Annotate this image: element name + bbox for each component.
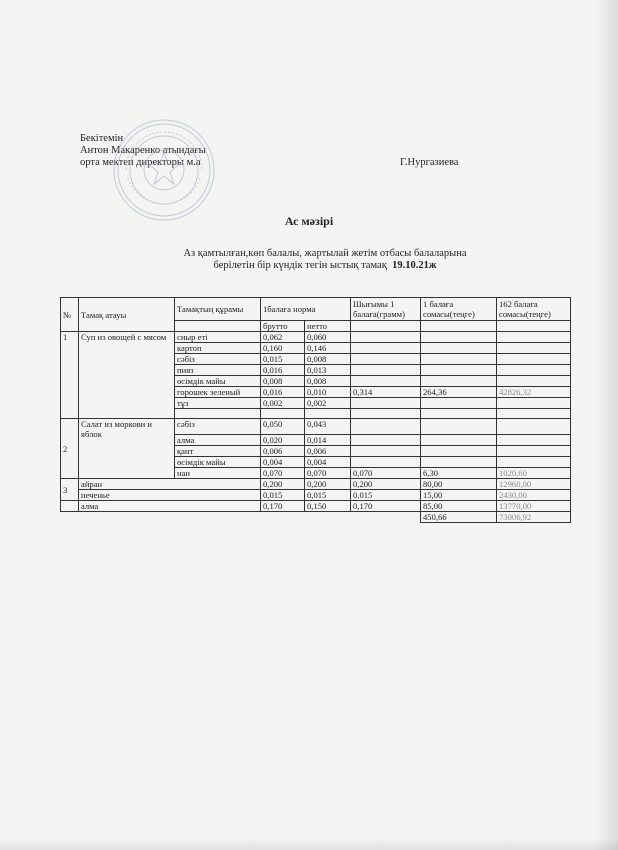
header-dish: Тамақ атауы: [79, 298, 175, 332]
menu-table: [60, 297, 571, 523]
cost-total-value: [497, 354, 571, 365]
brutto-value: 0,015: [261, 354, 305, 365]
netto-value: 0,200: [305, 479, 351, 490]
cost-total-value: [497, 435, 571, 446]
dish-name: айран: [79, 479, 261, 490]
header-cost-one: 1 балаға сомасы(теңге): [421, 298, 497, 321]
menu-date: 19.10.21ж: [392, 260, 437, 271]
document-subtitle: [140, 248, 510, 272]
subtitle-line-2: [140, 260, 510, 272]
header-brutto: брутто: [261, 321, 305, 332]
cost-total-value: 2430,00: [497, 490, 571, 501]
brutto-value: 0,070: [261, 468, 305, 479]
empty-cell: [351, 321, 421, 332]
total-cost-one: 450,66: [421, 512, 497, 523]
netto-value: 0,043: [305, 419, 351, 435]
approval-line-3: орта мектеп директоры м.а: [80, 157, 201, 168]
approval-line-1: Бекітемін: [80, 133, 124, 144]
dish-name: печенье: [79, 490, 261, 501]
ingredient-name: тұз: [175, 398, 261, 409]
cost-one-value: [421, 354, 497, 365]
ingredient-name: картоп: [175, 343, 261, 354]
cost-one-value: 80,00: [421, 479, 497, 490]
ingredient-name: сиыр еті: [175, 332, 261, 343]
netto-value: 0,013: [305, 365, 351, 376]
ingredient-name: қант: [175, 446, 261, 457]
header-netto: нетто: [305, 321, 351, 332]
cost-total-value: [497, 398, 571, 409]
totals-row: [61, 512, 571, 523]
cost-total-value: [497, 343, 571, 354]
ingredient-name: алма: [175, 435, 261, 446]
cost-one-value: [421, 343, 497, 354]
brutto-value: 0,050: [261, 419, 305, 435]
brutto-value: 0,002: [261, 398, 305, 409]
netto-value: 0,010: [305, 387, 351, 398]
empty-cell: [261, 409, 305, 419]
output-value: [351, 332, 421, 343]
dish-name: Салат из моркови и яблок: [79, 419, 175, 479]
subtitle-line-1: Аз қамтылған,көп балалы, жартылай жетім отбасы балаларына: [183, 248, 467, 259]
netto-value: 0,002: [305, 398, 351, 409]
netto-value: 0,060: [305, 332, 351, 343]
ingredient-name: пияз: [175, 365, 261, 376]
output-value: [351, 376, 421, 387]
brutto-value: 0,016: [261, 365, 305, 376]
empty-cell: [305, 409, 351, 419]
dish-number: 3: [61, 479, 79, 501]
header-output: Шығымы 1 балаға(грамм): [351, 298, 421, 321]
empty-cell: [421, 321, 497, 332]
header-ingredients: Тамақтың құрамы: [175, 298, 261, 321]
brutto-value: 0,015: [261, 490, 305, 501]
brutto-value: 0,170: [261, 501, 305, 512]
header-num: №: [61, 298, 79, 332]
ingredient-name: өсімдік майы: [175, 457, 261, 468]
netto-value: 0,006: [305, 446, 351, 457]
empty-cell: [421, 409, 497, 419]
subtitle-line-2-text: берілетін бір күндік тегін ыстық тамақ: [213, 260, 387, 271]
school-seal-stamp-icon: [112, 118, 216, 222]
cost-total-value: [497, 376, 571, 387]
header-norm: 1балаға норма: [261, 298, 351, 321]
cost-one-value: 85,00: [421, 501, 497, 512]
brutto-value: 0,200: [261, 479, 305, 490]
header-cost-total: 162 балаға сомасы(теңге): [497, 298, 571, 321]
netto-value: 0,146: [305, 343, 351, 354]
netto-value: 0,008: [305, 354, 351, 365]
output-value: [351, 398, 421, 409]
ingredient-name: өсімдік майы: [175, 376, 261, 387]
cost-total-value: [497, 365, 571, 376]
cost-total-value: [497, 457, 571, 468]
approval-line-2: Антон Макаренко атындағы: [80, 145, 206, 156]
table-row: [61, 332, 571, 343]
output-value: 0,200: [351, 479, 421, 490]
table-row: [61, 490, 571, 501]
table-row: [61, 419, 571, 435]
cost-one-value: 15,00: [421, 490, 497, 501]
ingredient-name: сәбіз: [175, 419, 261, 435]
cost-one-value: 6,30: [421, 468, 497, 479]
brutto-value: 0,004: [261, 457, 305, 468]
output-value: [351, 354, 421, 365]
brutto-value: 0,160: [261, 343, 305, 354]
brutto-value: 0,016: [261, 387, 305, 398]
brutto-value: 0,062: [261, 332, 305, 343]
cost-one-value: [421, 446, 497, 457]
total-cost-all: 73006,92: [497, 512, 571, 523]
netto-value: 0,008: [305, 376, 351, 387]
cost-total-value: 42826,32: [497, 387, 571, 398]
cost-total-value: [497, 332, 571, 343]
empty-cell: [497, 409, 571, 419]
empty-cell: [61, 512, 421, 523]
output-value: 0,070: [351, 468, 421, 479]
output-value: [351, 457, 421, 468]
dish-name: Суп из овощей с мясом: [79, 332, 175, 419]
empty-cell: [175, 409, 261, 419]
cost-one-value: [421, 435, 497, 446]
output-value: [351, 446, 421, 457]
document-title: Ас мәзірі: [284, 214, 334, 228]
brutto-value: 0,008: [261, 376, 305, 387]
dish-name: алма: [79, 501, 261, 512]
table-row: [61, 479, 571, 490]
header-row: [61, 298, 571, 321]
empty-cell: [497, 321, 571, 332]
cost-one-value: [421, 376, 497, 387]
output-value: 0,314: [351, 387, 421, 398]
output-value: [351, 343, 421, 354]
empty-cell: [351, 409, 421, 419]
cost-one-value: 264,36: [421, 387, 497, 398]
cost-total-value: 13770,00: [497, 501, 571, 512]
table-row: [61, 501, 571, 512]
netto-value: 0,004: [305, 457, 351, 468]
brutto-value: 0,006: [261, 446, 305, 457]
netto-value: 0,150: [305, 501, 351, 512]
output-value: 0,170: [351, 501, 421, 512]
empty-cell: [175, 321, 261, 332]
empty-cell: [61, 501, 79, 512]
dish-number: 1: [61, 332, 79, 419]
dish-number: 2: [61, 419, 79, 479]
cost-one-value: [421, 398, 497, 409]
netto-value: 0,070: [305, 468, 351, 479]
cost-total-value: [497, 446, 571, 457]
output-value: [351, 435, 421, 446]
output-value: 0,015: [351, 490, 421, 501]
page-edge-shadow: [596, 0, 618, 850]
cost-one-value: [421, 332, 497, 343]
brutto-value: 0,020: [261, 435, 305, 446]
ingredient-name: сәбіз: [175, 354, 261, 365]
cost-total-value: [497, 419, 571, 435]
cost-one-value: [421, 419, 497, 435]
ingredient-name: горошек зеленый: [175, 387, 261, 398]
page-bottom-fold: [0, 838, 618, 850]
cost-total-value: 1020,60: [497, 468, 571, 479]
cost-one-value: [421, 457, 497, 468]
netto-value: 0,014: [305, 435, 351, 446]
netto-value: 0,015: [305, 490, 351, 501]
cost-one-value: [421, 365, 497, 376]
ingredient-name: нан: [175, 468, 261, 479]
director-name: Г.Нургазиева: [400, 157, 459, 168]
output-value: [351, 365, 421, 376]
cost-total-value: 12960,00: [497, 479, 571, 490]
output-value: [351, 419, 421, 435]
